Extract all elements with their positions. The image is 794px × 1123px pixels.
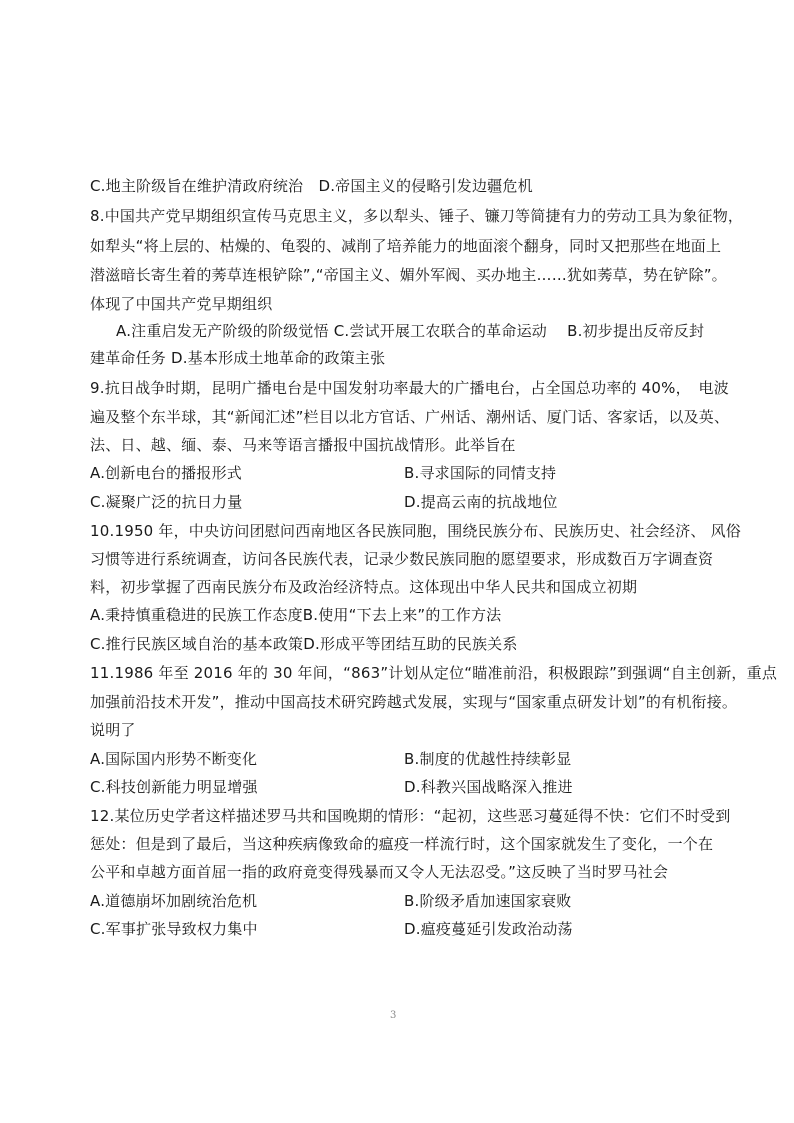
q12-option-row1 bbox=[90, 891, 572, 911]
q12-stem-line3: 公平和卓越方面首屈一指的政府竟变得残暴而又令人无法忍受。”这反映了当时罗马社会 bbox=[90, 863, 669, 881]
q8-stem-line2: 如犁头“将上层的、枯燥的、龟裂的、减削了培养能力的地面滚个翻身，同时又把那些在地面上 bbox=[90, 237, 722, 255]
q12-option-b: B.阶级矛盾加速国家衰败 bbox=[404, 892, 572, 910]
q9-stem-line1: 9.抗日战争时期，昆明广播电台是中国发射功率最大的广播电台，占全国总功率的 40%， 电波 bbox=[90, 379, 729, 397]
q10-options-cd: C.推行民族区域自治的基本政策D.形成平等团结互助的民族关系 bbox=[90, 635, 518, 653]
q9-stem-line3: 法、日、越、缅、泰、马来等语言播报中国抗战情形。此举旨在 bbox=[90, 436, 516, 454]
q12-option-a: A.道德崩坏加剧统治危机 bbox=[90, 892, 258, 910]
q10-options-ab: A.秉持慎重稳进的民族工作态度B.使用“下去上来”的工作方法 bbox=[90, 606, 502, 624]
q11-stem-line3: 说明了 bbox=[90, 721, 136, 739]
q11-option-row2 bbox=[90, 777, 573, 797]
q7-options-cd: C.地主阶级旨在维护清政府统治 D.帝国主义的侵略引发边疆危机 bbox=[90, 177, 533, 195]
q9-option-row1 bbox=[90, 463, 557, 483]
q8-stem-line1: 8.中国共产党早期组织宣传马克思主义，多以犁头、锤子、镰刀等简捷有力的劳动工具为象征物， bbox=[90, 207, 744, 225]
q9-option-c: C.凝聚广泛的抗日力量 bbox=[90, 493, 243, 511]
q9-stem-line2: 遍及整个东半球，其“新闻汇述”栏目以北方官话、广州话、潮州话、厦门话、客家话，以及英、 bbox=[90, 408, 730, 426]
q10-stem-line3: 料，初步掌握了西南民族分布及政治经济特点。这体现出中华人民共和国成立初期 bbox=[90, 578, 638, 596]
q9-option-d: D.提高云南的抗战地位 bbox=[404, 493, 558, 511]
q11-option-d: D.科教兴国战略深入推进 bbox=[404, 778, 573, 796]
q11-stem-line2: 加强前沿技术开发”，推动中国高技术研究跨越式发展，实现与“国家重点研发计划”的有机衔接。 bbox=[90, 693, 738, 711]
q8-options-line2: 建革命任务 D.基本形成土地革命的政策主张 bbox=[90, 349, 386, 367]
q9-option-a: A.创新电台的播报形式 bbox=[90, 464, 242, 482]
q12-option-c: C.军事扩张导致权力集中 bbox=[90, 920, 258, 938]
q11-option-b: B.制度的优越性持续彰显 bbox=[404, 750, 572, 768]
q12-option-row2 bbox=[90, 919, 573, 939]
q9-option-row2 bbox=[90, 492, 558, 512]
q8-options-line1: A.注重启发无产阶级的阶级觉悟 C.尝试开展工农联合的革命运动 B.初步提出反帝反封 bbox=[116, 322, 705, 340]
q11-option-c: C.科技创新能力明显增强 bbox=[90, 778, 258, 796]
q12-stem-line2: 惩处：但是到了最后，当这种疾病像致命的瘟疫一样流行时，这个国家就发生了变化，一个在 bbox=[90, 835, 714, 853]
q9-option-b: B.寻求国际的同情支持 bbox=[404, 464, 557, 482]
q8-stem-line4: 体现了中国共产党早期组织 bbox=[90, 295, 273, 313]
page-number: 3 bbox=[390, 1010, 397, 1021]
q12-stem-line1: 12.某位历史学者这样描述罗马共和国晚期的情形：“起初，这些恶习蔓延得不快：它们不时受到 bbox=[90, 807, 731, 825]
q10-stem-line2: 习惯等进行系统调查，访问各民族代表，记录少数民族同胞的愿望要求，形成数百万字调查资 bbox=[90, 550, 714, 568]
q10-stem-line1: 10.1950 年，中央访问团慰问西南地区各民族同胞，围绕民族分布、民族历史、社会经济、 风俗 bbox=[90, 522, 741, 540]
q8-stem-line3: 潜滋暗长寄生着的莠草连根铲除”,“帝国主义、媚外军阀、买办地主……犹如莠草，势在铲除”。 bbox=[90, 266, 727, 284]
q11-option-a: A.国际国内形势不断变化 bbox=[90, 750, 258, 768]
q11-stem-line1: 11.1986 年至 2016 年的 30 年间，“863”计划从定位“瞄准前沿，积极跟踪”到强调“自主创新，重点 bbox=[90, 664, 778, 682]
q12-option-d: D.瘟疫蔓延引发政治动荡 bbox=[404, 920, 573, 938]
q11-option-row1 bbox=[90, 749, 572, 769]
